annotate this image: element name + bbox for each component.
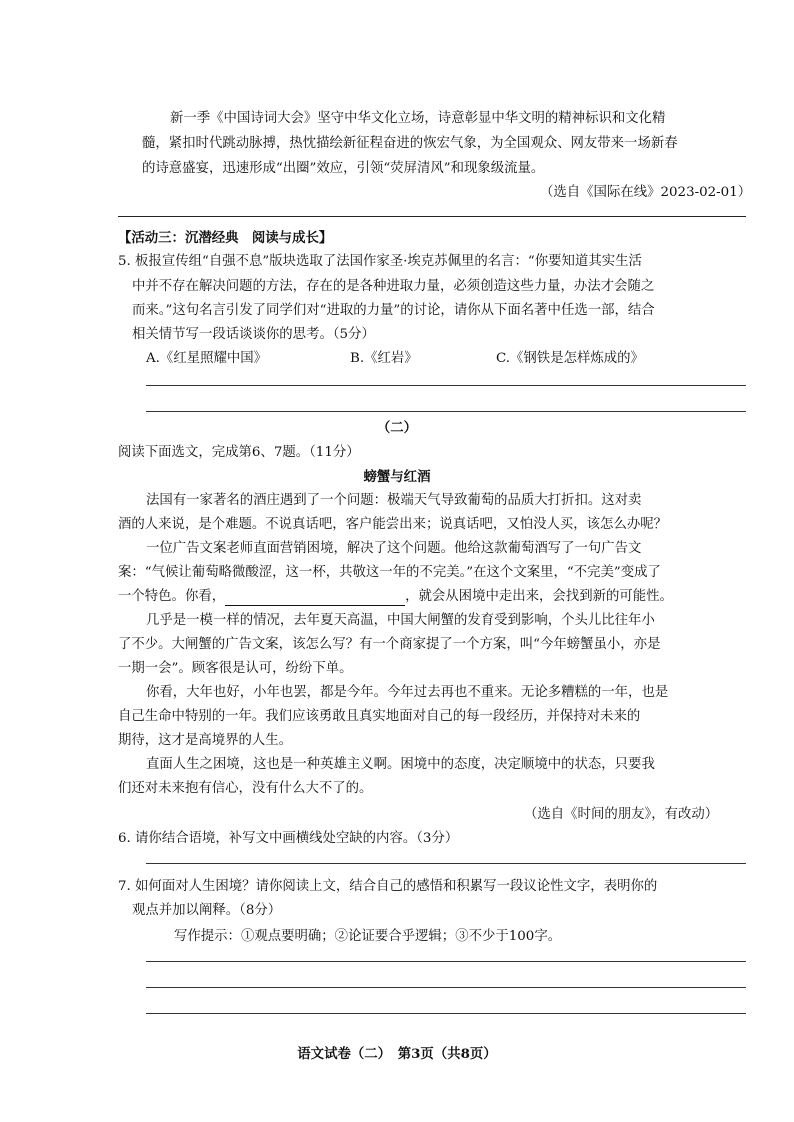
q7-answer-line-2[interactable] [146, 987, 746, 988]
q5-line-3: 而来。”这句名言引发了同学们对“进取的力量”的讨论，请你从下面名著中任选一部，结合 [132, 303, 655, 318]
intro-line-3: 的诗意盛宴，迅速形成“出圈”效应，引领“荧屏清风”和现象级流量。 [142, 161, 545, 176]
q7-line-1: 7. 如何面对人生困境？请你阅读上文，结合自己的感悟和积累写一段议论性文字，表明你的 [118, 879, 658, 894]
article-p4-line-2: 自己生命中特别的一年。我们应该勇敢且真实地面对自己的每一段经历，并保持对未来的 [118, 709, 641, 724]
intro-line-2: 髓，紧扣时代跳动脉搏，热忱描绘新征程奋进的恢宏气象，为全国观众、网友带来一场新春 [142, 136, 678, 151]
q5-option-b: B.《红岩》 [350, 351, 418, 366]
activity3-title: 【活动三：沉潜经典 阅读与成长】 [118, 230, 333, 246]
q5-answer-line-1[interactable] [146, 385, 746, 386]
article-p1-line-1: 法国有一家著名的酒庄遇到了一个问题：极端天气导致葡萄的品质大打折扣。这对卖 [146, 493, 642, 508]
article-p3-line-1: 几乎是一模一样的情况，去年夏天高温，中国大闸蟹的发育受到影响，个头儿比往年小 [146, 613, 655, 628]
article-p5-line-2: 们还对未来抱有信心，没有什么大不了的。 [118, 781, 373, 796]
q7-answer-line-1[interactable] [146, 961, 746, 962]
article-p3-line-2: 了不少。大闸蟹的广告文案，该怎么写？有一个商家提了一个方案，叫“今年螃蟹虽小，亦是 [118, 637, 661, 652]
q5-line-2: 中并不存在解决问题的方法，存在的是各种进取力量，必须创造这些力量，办法才会随之 [132, 279, 655, 294]
q5-line-1: 5. 板报宣传组“自强不息”版块选取了法国作家圣·埃克苏佩里的名言：“你要知道其实生活 [118, 254, 642, 269]
intro-line-1: 新一季《中国诗词大会》坚守中华文化立场，诗意彰显中华文明的精神标识和文化精 [170, 111, 666, 126]
article-title: 螃蟹与红酒 [363, 469, 431, 485]
blank-after-text: ，就会从困境中走出来，会找到新的可能性。 [405, 589, 673, 604]
q7-hint: 写作提示：①观点要明确；②论证要合乎逻辑；③不少于100字。 [174, 929, 562, 944]
blank-before-text: 一个特色。你看， [118, 589, 226, 604]
q5-line-4: 相关情节写一段话谈谈你的思考。（5分） [132, 327, 375, 342]
article-p4-line-1: 你看，大年也好，小年也罢，都是今年。今年过去再也不重来。无论多糟糕的一年，也是 [146, 685, 669, 700]
article-p3-line-3: 一期一会”。顾客很是认可，纷纷下单。 [118, 661, 353, 676]
article-p1-line-2: 酒的人来说，是个难题。不说真话吧，客户能尝出来；说真话吧，又怕没人买，该怎么办呢？ [118, 517, 668, 532]
article-p2-line-3 [118, 588, 673, 606]
q5-option-a: A.《红星照耀中国》 [146, 351, 268, 366]
q5-answer-line-2[interactable] [146, 411, 746, 412]
article-p2-line-2: 案：“气候让葡萄略微酸涩，这一杯，共敬这一年的不完美。”在这个文案里，“不完美”变成了 [118, 565, 661, 580]
divider-rule [118, 216, 746, 217]
section2-instruction: 阅读下面选文，完成第6、7题。（11分） [118, 445, 360, 460]
q5-option-c: C.《钢铁是怎样炼成的》 [496, 351, 644, 366]
fill-in-blank[interactable] [225, 591, 405, 606]
article-p5-line-1: 直面人生之困境，这也是一种英雄主义啊。困境中的态度，决定顺境中的状态，只要我 [146, 757, 655, 772]
article-p4-line-3: 期待，这才是高境界的人生。 [118, 733, 293, 748]
q7-line-2: 观点并加以阐释。（8分） [132, 903, 282, 918]
section2-title: （二） [376, 420, 418, 436]
article-p2-line-1: 一位广告文案老师直面营销困境，解决了这个问题。他给这款葡萄酒写了一句广告文 [146, 541, 642, 556]
q6-text: 6. 请你结合语境，补写文中画横线处空缺的内容。（3分） [118, 831, 459, 846]
page-footer: 语文试卷（二） 第3页（共8页） [297, 1046, 497, 1062]
intro-source: （选自《国际在线》2023-02-01） [540, 185, 752, 200]
q7-answer-line-3[interactable] [146, 1013, 746, 1014]
q6-answer-line[interactable] [146, 863, 746, 864]
article-source: （选自《时间的朋友》，有改动） [524, 807, 719, 822]
